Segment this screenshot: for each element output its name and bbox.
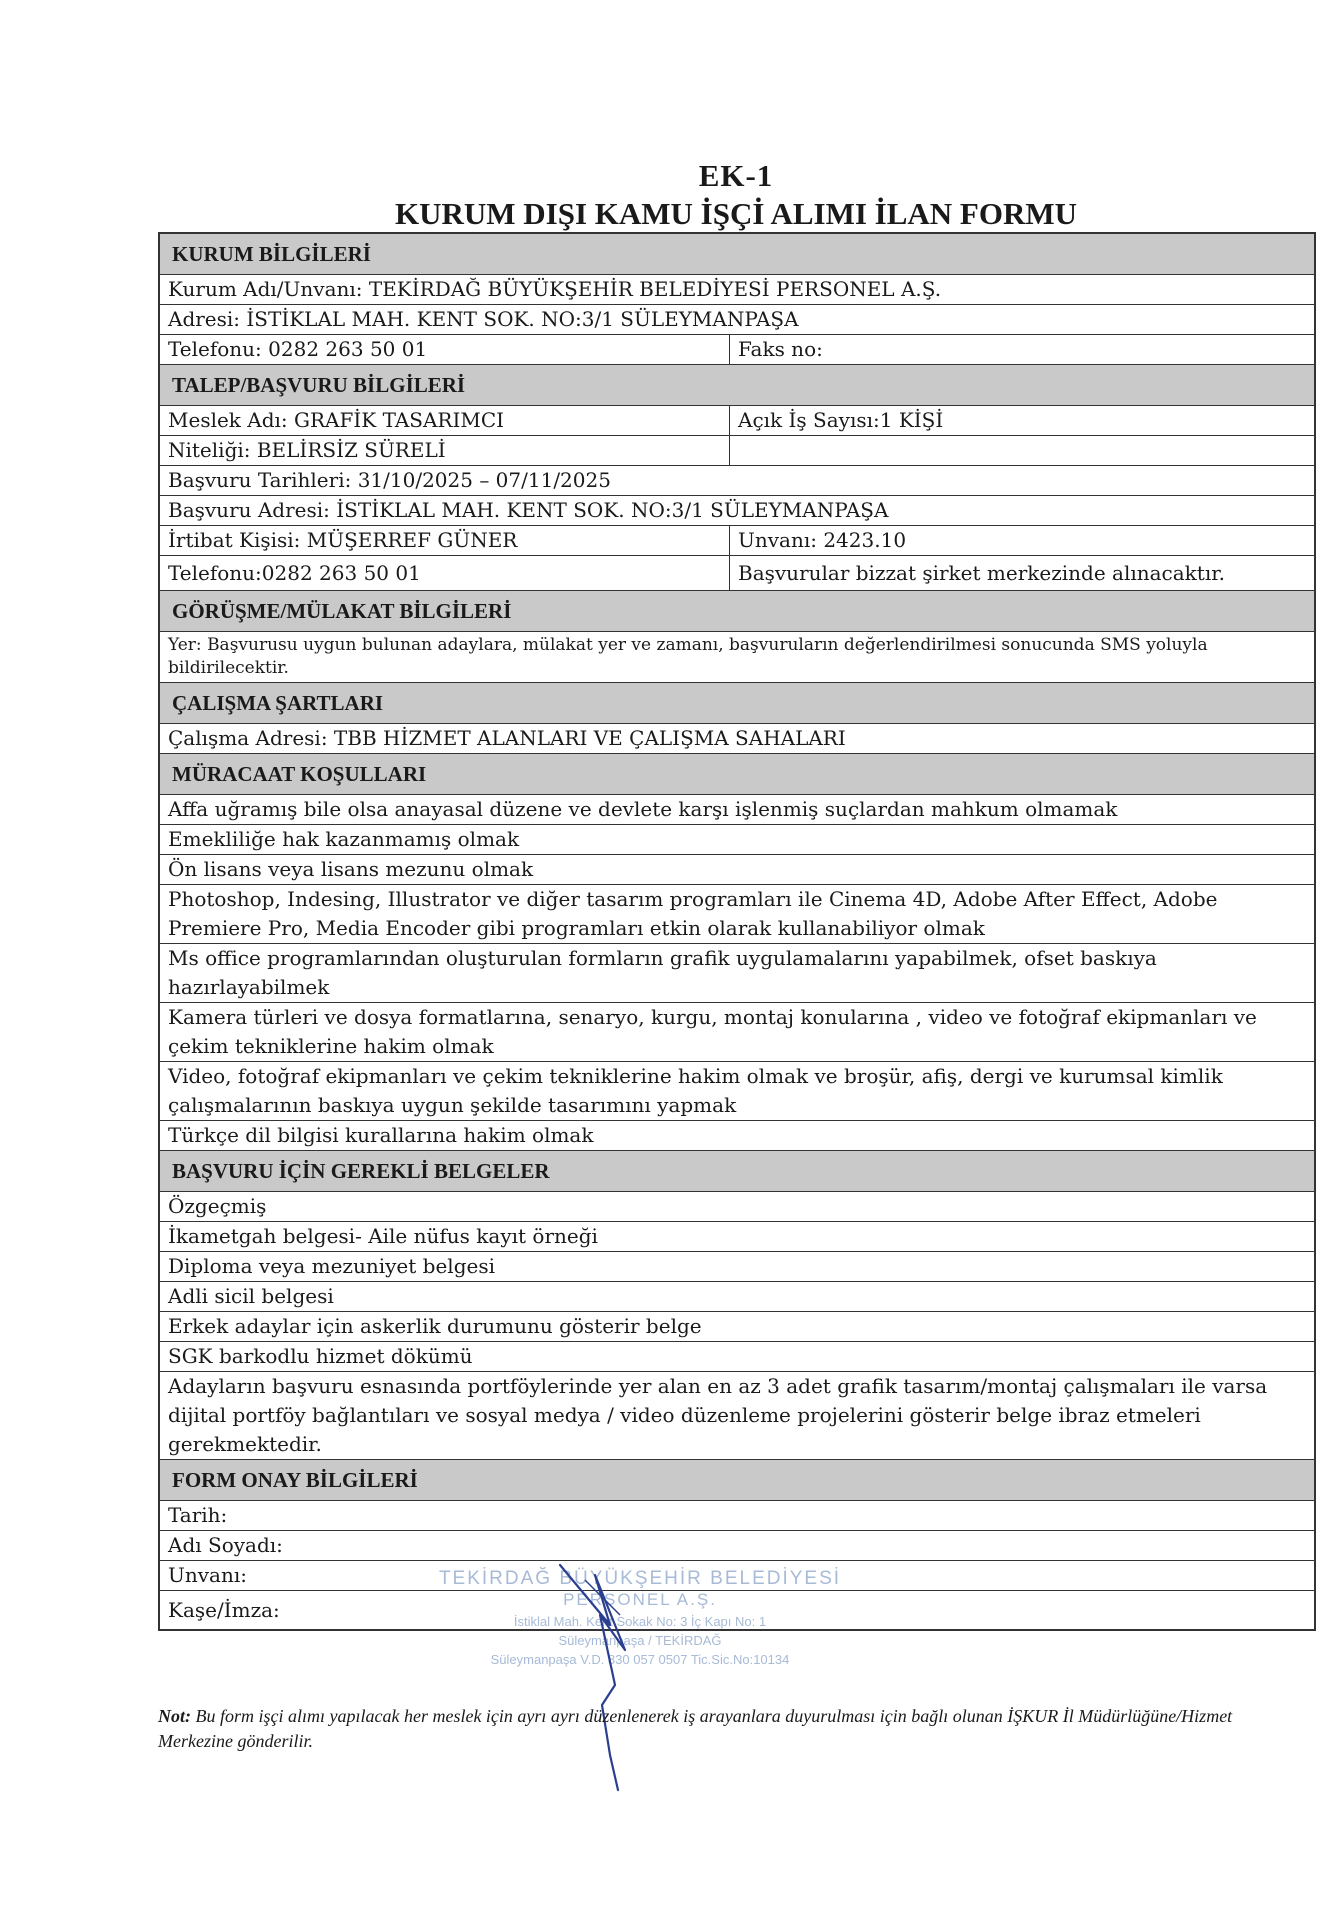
- belge-item: İkametgah belgesi- Aile nüfus kayıt örneği: [168, 1224, 598, 1248]
- section-onay-heading: FORM ONAY BİLGİLERİ: [160, 1460, 1314, 1501]
- section-kurum-heading: KURUM BİLGİLERİ: [160, 234, 1314, 275]
- section-talep-heading: TALEP/BAŞVURU BİLGİLERİ: [160, 365, 1314, 406]
- talep-acik-is: Açık İş Sayısı:1 KİŞİ: [738, 408, 944, 432]
- talep-meslek: Meslek Adı: GRAFİK TASARIMCI: [160, 406, 730, 435]
- note-text: Bu form işçi alımı yapılacak her meslek için ayrı ayrı düzenlenerek iş arayanlara duyurulması için bağlı olunan İŞKUR İl Müdürlüğüne/Hizmet Merkezine gönderilir.: [158, 1706, 1233, 1751]
- kurum-name: Kurum Adı/Unvanı: TEKİRDAĞ BÜYÜKŞEHİR BELEDİYESİ PERSONEL A.Ş.: [168, 277, 942, 301]
- talep-irtibat: İrtibat Kişisi: MÜŞERREF GÜNER: [160, 526, 730, 555]
- section-belgeler-heading: BAŞVURU İÇİN GEREKLİ BELGELER: [160, 1151, 1314, 1192]
- onay-tarih-label: Tarih:: [168, 1503, 228, 1527]
- section-calisma-heading: ÇALIŞMA ŞARTLARI: [160, 683, 1314, 724]
- muracaat-item: Ön lisans veya lisans mezunu olmak: [168, 857, 534, 881]
- form-title: KURUM DIŞI KAMU İŞÇİ ALIMI İLAN FORMU: [394, 196, 1078, 231]
- muracaat-item: Affa uğramış bile olsa anayasal düzene ve devlete karşı işlenmiş suçlardan mahkum olmamak: [168, 797, 1118, 821]
- belge-item: Özgeçmiş: [168, 1194, 267, 1218]
- talep-not: Başvurular bizzat şirket merkezinde alınacaktır.: [738, 561, 1225, 585]
- talep-nitelik: Niteliği: BELİRSİZ SÜRELİ: [160, 436, 730, 465]
- form-code: EK-1: [698, 158, 774, 193]
- muracaat-item: Kamera türleri ve dosya formatlarına, senaryo, kurgu, montaj konularına , video ve fotoğraf ekipmanları ve çekim tekniklerine hakim olmak: [168, 1005, 1257, 1058]
- stamp-line-1: TEKİRDAĞ BÜYÜKŞEHİR BELEDİYESİ: [438, 1568, 842, 1589]
- stamp-line-3: İstiklal Mah. Kent Sokak No: 3 İç Kapı No: 1: [513, 1614, 767, 1629]
- muracaat-item: Photoshop, Indesing, Illustrator ve diğer tasarım programları ile Cinema 4D, Adobe After Effect, Adobe Premiere Pro, Media Encoder gibi programları etkin olarak kullanabiliyor olmak: [168, 887, 1218, 940]
- onay-kase-label: Kaşe/İmza:: [168, 1598, 280, 1622]
- belge-item: Erkek adaylar için askerlik durumunu gösterir belge: [168, 1314, 702, 1338]
- kurum-fax: Faks no:: [738, 337, 823, 361]
- talep-unvan: Unvanı: 2423.10: [738, 528, 907, 552]
- talep-telefon: Telefonu:0282 263 50 01: [160, 556, 730, 590]
- talep-empty-cell: [730, 436, 1314, 465]
- signature-mark: [540, 1555, 700, 1795]
- muracaat-item: Ms office programlarından oluşturulan formların grafik uygulamalarını yapabilmek, ofset baskıya hazırlayabilmek: [168, 946, 1157, 999]
- belge-item: Diploma veya mezuniyet belgesi: [168, 1254, 495, 1278]
- section-muracaat-heading: MÜRACAAT KOŞULLARI: [160, 754, 1314, 795]
- muracaat-item: Video, fotoğraf ekipmanları ve çekim tekniklerine hakim olmak ve broşür, afiş, dergi ve kurumsal kimlik çalışmalarının baskıya uygun şekilde tasarımını yapmak: [168, 1064, 1223, 1117]
- stamp-line-4: Süleymanpaşa / TEKİRDAĞ: [558, 1633, 722, 1648]
- belge-item: SGK barkodlu hizmet dökümü: [168, 1344, 473, 1368]
- gorusme-yer: Yer: Başvurusu uygun bulunan adaylara, mülakat yer ve zamanı, başvuruların değerlendirilmesi sonucunda SMS yoluyla bildirilecektir.: [168, 635, 1208, 678]
- stamp-line-2: PERSONEL A.Ş.: [563, 1590, 717, 1609]
- onay-adi-label: Adı Soyadı:: [168, 1533, 283, 1557]
- note-label: Not:: [158, 1706, 191, 1726]
- form-table: [158, 232, 1316, 1631]
- belge-item: Adli sicil belgesi: [168, 1284, 334, 1308]
- belge-item: Adayların başvuru esnasında portföylerinde yer alan en az 3 adet grafik tasarım/montaj çalışmaları ile varsa dijital portföy bağlantıları ve sosyal medya / video düzenleme projelerini gösterir belge ibraz etmeleri gerekmektedir.: [168, 1374, 1268, 1456]
- muracaat-item: Emekliliğe hak kazanmamış olmak: [168, 827, 520, 851]
- talep-tarihler: Başvuru Tarihleri: 31/10/2025 – 07/11/2025: [168, 468, 611, 492]
- calisma-adres: Çalışma Adresi: TBB HİZMET ALANLARI VE ÇALIŞMA SAHALARI: [168, 726, 846, 750]
- stamp-line-5: Süleymanpaşa V.D. 830 057 0507 Tic.Sic.No:10134: [490, 1652, 790, 1667]
- section-gorusme-heading: GÖRÜŞME/MÜLAKAT BİLGİLERİ: [160, 591, 1314, 632]
- kurum-address: Adresi: İSTİKLAL MAH. KENT SOK. NO:3/1 SÜLEYMANPAŞA: [168, 307, 799, 331]
- talep-adres: Başvuru Adresi: İSTİKLAL MAH. KENT SOK. NO:3/1 SÜLEYMANPAŞA: [168, 498, 889, 522]
- kurum-phone: Telefonu: 0282 263 50 01: [160, 335, 730, 364]
- form-note: [158, 1704, 1258, 1754]
- onay-unvan-label: Unvanı:: [168, 1563, 247, 1587]
- muracaat-item: Türkçe dil bilgisi kurallarına hakim olmak: [168, 1123, 594, 1147]
